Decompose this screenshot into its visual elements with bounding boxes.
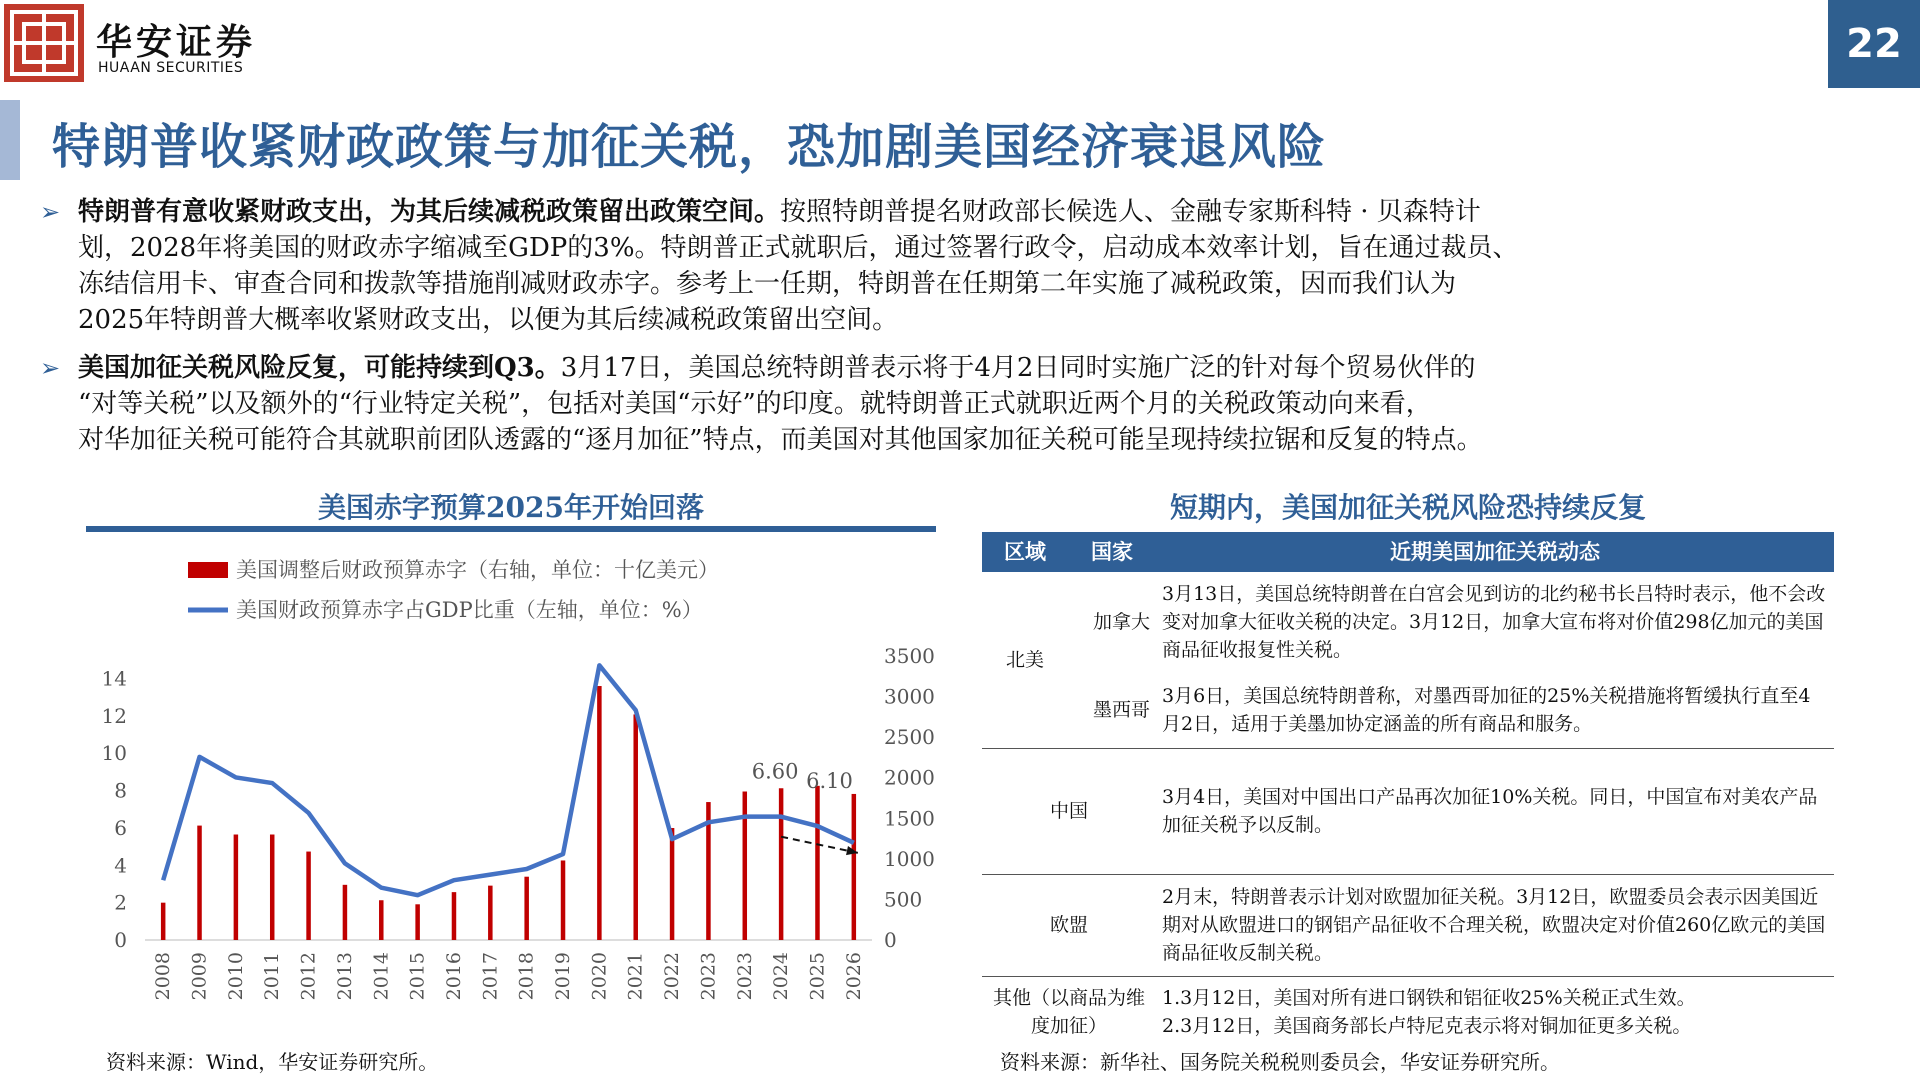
x-tick-label: 2014 xyxy=(370,952,393,1001)
chart-title: 美国赤字预算2025年开始回落 xyxy=(318,491,704,524)
bullet-arrow-icon: ➢ xyxy=(40,354,61,382)
x-tick-label: 2018 xyxy=(515,952,538,1001)
bullet-fiscal xyxy=(40,194,1840,338)
x-tick-label: 2011 xyxy=(261,952,284,1001)
page-number: 22 xyxy=(1828,0,1920,88)
bullet-2-line: “对等关税”以及额外的“行业特定关税”，包括对美国“示好”的印度。就特朗普正式就职近两个月的关税政策动向来看， xyxy=(78,389,1432,419)
bullet-2-lead: 美国加征关税风险反复，可能持续到Q3。 xyxy=(78,353,561,383)
chart-source: 资料来源：Wind，华安证券研究所。 xyxy=(106,1050,439,1074)
y-right-tick-label: 2500 xyxy=(884,725,935,750)
deficit-bar xyxy=(270,835,275,940)
y-left-tick-label: 6 xyxy=(114,815,127,840)
tariff-table xyxy=(982,532,1834,1048)
deficit-bar xyxy=(597,686,602,940)
deficit-bar xyxy=(379,900,384,940)
y-left-tick-label: 4 xyxy=(114,853,127,878)
brand-name-en: HUAAN SECURITIES xyxy=(98,60,244,76)
region-north-america: 北美 xyxy=(1005,648,1044,671)
x-tick-label: 2013 xyxy=(333,952,356,1001)
mexico-text: 3月6日，美国总统特朗普称，对墨西哥加征的25%关税措施将暂缓执行直至4月2日，适用于美墨加协定涵盖的所有商品和服务。 xyxy=(1162,684,1811,735)
x-tick-label: 2020 xyxy=(588,952,611,1001)
header-country: 国家 xyxy=(1068,532,1156,572)
x-tick-label: 2023 xyxy=(733,952,756,1001)
y-right-tick-label: 1500 xyxy=(884,806,935,831)
x-tick-label: 2019 xyxy=(552,952,575,1001)
eu-text: 2月末，特朗普表示计划对欧盟加征关税。3月12日，欧盟委员会表示因美国近期对从欧盟进口的钢铝产品征收不合理关税，欧盟决定对价值260亿欧元的美国商品征收反制关税。 xyxy=(1156,874,1834,976)
header-region: 区域 xyxy=(982,532,1068,572)
bullet-1-line: 冻结信用卡、审查合同和拨款等措施削减财政赤字。参考上一任期，特朗普在任期第二年实施了减税政策，因而我们认为 xyxy=(78,269,1457,299)
header-dynamics: 近期美国加征关税动态 xyxy=(1156,532,1834,572)
bullet-1-line: 按照特朗普提名财政部长候选人、金融专家斯科特 · 贝森特计 xyxy=(780,197,1481,227)
table-title: 短期内，美国加征关税风险恐持续反复 xyxy=(1169,491,1646,524)
region-china: 中国 xyxy=(982,748,1156,874)
y-right-tick-label: 3000 xyxy=(884,684,935,709)
x-tick-label: 2015 xyxy=(406,952,429,1001)
region-other: 其他（以商品为维度加征） xyxy=(992,987,1145,1038)
bullet-1-line: 划，2028年将美国的财政赤字缩减至GDP的3%。特朗普正式就职后，通过签署行政令，启动成本效率计划，旨在通过裁员、 xyxy=(78,233,1519,263)
y-right-tick-label: 3500 xyxy=(884,644,935,668)
x-tick-label: 2026 xyxy=(842,952,865,1001)
y-right-tick-label: 2000 xyxy=(884,765,935,790)
deficit-bar xyxy=(488,886,493,940)
deficit-bar xyxy=(415,904,420,940)
x-tick-label: 2025 xyxy=(806,952,829,1001)
y-left-tick-label: 12 xyxy=(101,703,127,728)
china-text: 3月4日，美国对中国出口产品再次加征10%关税。同日，中国宣布对美农产品加征关税予以反制。 xyxy=(1156,748,1834,874)
annotation-label: 6.60 xyxy=(751,759,799,784)
y-left-tick-label: 0 xyxy=(114,928,127,952)
other-text-1: 1.3月12日，美国对所有进口钢铁和铝征收25%关税正式生效。 xyxy=(1162,987,1696,1010)
other-text-2: 2.3月12日，美国商务部长卢特尼克表示将对铜加征更多关税。 xyxy=(1162,1015,1692,1038)
y-right-tick-label: 0 xyxy=(884,928,897,952)
x-tick-label: 2012 xyxy=(297,952,320,1001)
deficit-bar xyxy=(161,903,166,940)
y-right-tick-label: 500 xyxy=(884,887,923,912)
x-tick-label: 2016 xyxy=(442,952,465,1001)
region-eu: 欧盟 xyxy=(982,874,1156,976)
x-tick-label: 2017 xyxy=(479,952,502,1001)
country-canada: 加拿大 xyxy=(1092,611,1150,633)
x-tick-label: 2021 xyxy=(624,952,647,1001)
deficit-bar xyxy=(561,860,566,940)
bullet-arrow-icon: ➢ xyxy=(40,198,61,226)
deficit-bar xyxy=(452,892,457,940)
annotation-label: 6.10 xyxy=(806,769,853,794)
x-tick-label: 2023 xyxy=(697,952,720,1001)
bullet-1-line: 2025年特朗普大概率收紧财政支出，以便为其后续减税政策留出空间。 xyxy=(78,305,899,335)
legend-bar-swatch xyxy=(188,562,228,578)
deficit-gdp-line xyxy=(163,665,854,895)
canada-text: 3月13日，美国总统特朗普在白宫会见到访的北约秘书长吕特时表示，他不会改变对加拿大征收关税的决定。3月12日，加拿大宣布将对价值298亿加元的美国商品征收报复性关税。 xyxy=(1162,583,1826,661)
x-tick-label: 2010 xyxy=(224,952,247,1001)
y-left-tick-label: 14 xyxy=(101,666,127,691)
deficit-bar xyxy=(815,786,820,940)
deficit-bar xyxy=(852,794,857,940)
y-left-tick-label: 8 xyxy=(114,778,127,803)
deficit-bar xyxy=(197,826,202,940)
chart-title-rule xyxy=(86,526,936,532)
table-source: 资料来源：新华社、国务院关税税则委员会，华安证券研究所。 xyxy=(1000,1050,1560,1074)
deficit-chart xyxy=(80,540,980,1020)
bullet-1-lead: 特朗普有意收紧财政支出，为其后续减税政策留出政策空间。 xyxy=(78,197,781,227)
x-tick-label: 2024 xyxy=(770,952,793,1001)
x-tick-label: 2009 xyxy=(188,952,211,1001)
page-title: 特朗普收紧财政政策与加征关税，恐加剧美国经济衰退风险 xyxy=(52,119,1327,175)
deficit-bar xyxy=(743,792,748,940)
legend-line-label: 美国财政预算赤字占GDP比重（左轴，单位：%） xyxy=(236,598,703,622)
huaan-logo-icon xyxy=(4,4,84,82)
bullet-2-line: 对华加征关税可能符合其就职前团队透露的“逐月加征”特点，而美国对其他国家加征关税可能呈现持续拉锯和反复的特点。 xyxy=(78,425,1483,455)
deficit-bar xyxy=(633,714,638,940)
deficit-bar xyxy=(234,835,239,940)
y-left-tick-label: 2 xyxy=(114,890,127,915)
bullet-2-line: 3月17日，美国总统特朗普表示将于4月2日同时实施广泛的针对每个贸易伙伴的 xyxy=(560,353,1476,383)
y-left-tick-label: 10 xyxy=(101,741,127,766)
legend-bar-label: 美国调整后财政预算赤字（右轴，单位：十亿美元） xyxy=(236,558,719,582)
brand-name-cn: 华安证券 xyxy=(96,21,257,63)
x-tick-label: 2008 xyxy=(152,952,175,1001)
country-mexico: 墨西哥 xyxy=(1092,698,1150,721)
deficit-bar xyxy=(670,828,675,940)
deficit-bar xyxy=(343,885,348,940)
deficit-bar xyxy=(779,788,784,940)
deficit-bar xyxy=(306,852,311,940)
y-right-tick-label: 1000 xyxy=(884,846,935,871)
x-tick-label: 2022 xyxy=(661,952,684,1001)
title-accent-bar xyxy=(0,100,20,180)
deficit-bar xyxy=(524,877,529,940)
bullet-tariff xyxy=(40,350,1840,458)
